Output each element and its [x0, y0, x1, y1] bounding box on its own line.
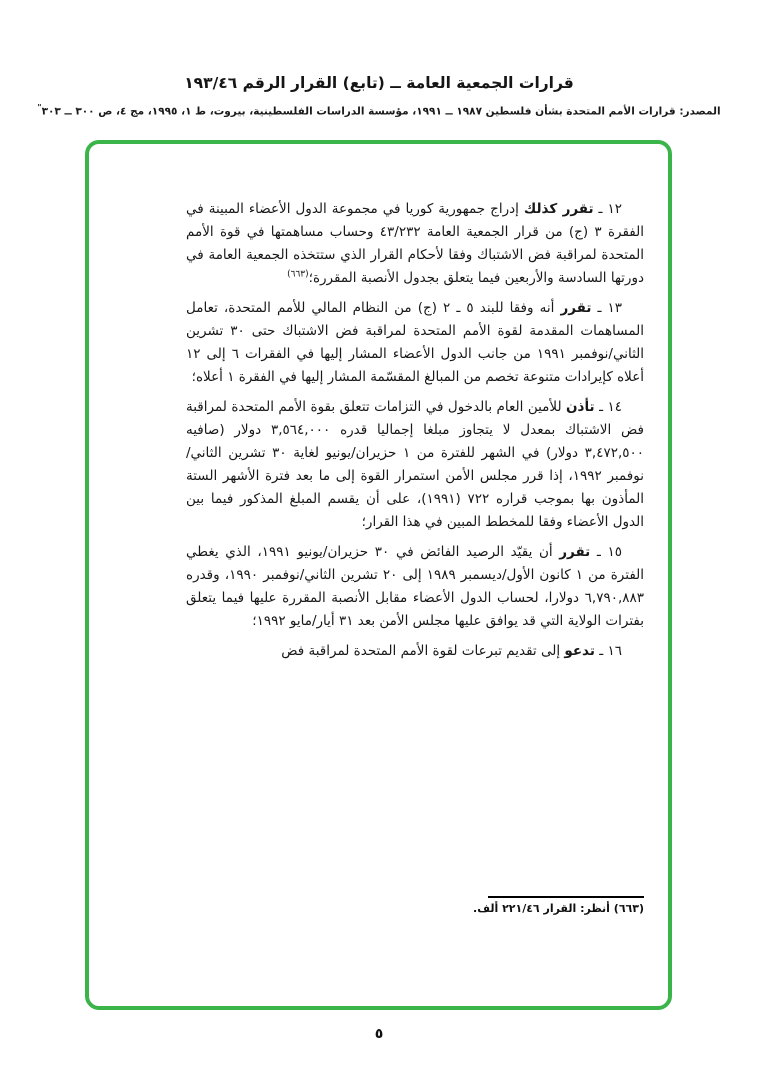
- paragraph-text: إدراج جمهورية كوريا في مجموعة الدول الأعضاء المبينة في الفقرة ٣ (ج) من قرار الجمعية العامة ٤٣/٢٣٢ وحساب مساهمتها في قوة الأمم المتحدة لمراقبة فض الاشتباك وفقا لأحكام القرار الذي ستتخذه الجمعية العامة في دورتها السادسة والأربعين فيما يتعلق بجدول الأنصبة المقررة؛: [186, 201, 645, 286]
- page-title: قرارات الجمعية العامة ــ (تابع) القرار الرقم ١٩٣/٤٦: [184, 74, 574, 92]
- paragraph-number: ١٥ ـ: [596, 544, 622, 560]
- paragraph-number: ١٦ ـ: [599, 643, 622, 659]
- paragraph-lead: تقرر كذلك: [523, 201, 594, 217]
- paragraph-text: للأمين العام بالدخول في التزامات تتعلق بقوة الأمم المتحدة لمراقبة فض الاشتباك بمعدل لا يتجاوز مبلغا إجماليا قدره ٣,٥٦٤,٠٠٠ دولار (صافيه ٣,٤٧٢,٥٠٠ دولار) في الشهر للفترة من ١ حزيران/يونيو لغاية ٣٠ تشرين الثاني/نوفمبر ١٩٩٢، إذا قرر مجلس الأمن استمرار القوة إلى ما بعد فترة الأشهر الستة المأذون بها بموجب قراره ٧٢٢ (١٩٩١)، على أن يقسم المبلغ المذكور فيما بين الدول الأعضاء وفقا للمخطط المبين في هذا القرار؛: [186, 399, 644, 530]
- paragraph-number: ١٤ ـ: [599, 399, 622, 415]
- footnote-ref: (٦٦٣): [287, 269, 309, 280]
- page-number: ٥: [374, 1026, 384, 1042]
- source-line: [0, 103, 758, 118]
- paragraph-text: إلى تقديم تبرعات لقوة الأمم المتحدة لمراقبة فض: [281, 643, 561, 659]
- document-body: [186, 198, 644, 670]
- paragraph-number: ١٢ ـ: [598, 201, 622, 217]
- footnote-text: [186, 902, 644, 915]
- paragraph-lead: تقرر: [559, 544, 591, 560]
- footnote-body: أنظر: القرار ٢٢١/٤٦ ألف.: [473, 902, 610, 915]
- paragraph-lead: تأذن: [566, 399, 595, 415]
- document-frame: [85, 140, 672, 1010]
- paragraph-13: [186, 297, 644, 389]
- paragraph-15: [186, 541, 644, 633]
- footnote-marker: (٦٦٣): [613, 902, 644, 915]
- paragraph-text: أن يقيّد الرصيد الفائض في ٣٠ حزيران/يونيو ١٩٩١، الذي يغطي الفترة من ١ كانون الأول/ديسمبر ١٩٨٩ إلى ٢٠ تشرين الثاني/نوفمبر ١٩٩٠، وقدره ٦,٧٩٠,٨٨٣ دولارا، لحساب الدول الأعضاء مقابل الأنصبة المقررة عليها فيما يتعلق بفترات الولاية التي قد يوافق عليها مجلس الأمن بعد ٣١ أيار/مايو ١٩٩٢؛: [186, 544, 645, 629]
- footnote-separator: [488, 896, 644, 898]
- paragraph-12: [186, 198, 644, 290]
- paragraph-lead: تقرر: [560, 300, 592, 316]
- source-text: المصدر: قرارات الأمم المتحدة بشأن فلسطين ١٩٨٧ ــ ١٩٩١، مؤسسة الدراسات الفلسطينية، بيروت، ط ١، ١٩٩٥، مج ٤، ص ٣٠٠ ــ ٣٠٣: [41, 105, 721, 118]
- paragraph-text: أنه وفقا للبند ٥ ـ ٢ (ج) من النظام المالي للأمم المتحدة، تعامل المساهمات المقدمة لقوة الأمم المتحدة لمراقبة فض الاشتباك حتى ٣٠ تشرين الثاني/نوفمبر ١٩٩١ من جانب الدول الأعضاء المشار إليها في الفقرات ٦ إلى ١٢ أعلاه كإيرادات متنوعة تخصم من المبالغ المقسّمة المشار إليها في الفقرة ١ أعلاه؛: [186, 300, 645, 385]
- paragraph-16: [186, 640, 644, 663]
- paragraph-14: [186, 396, 644, 534]
- paragraph-number: ١٣ ـ: [597, 300, 623, 316]
- source-end-mark: ": [37, 103, 42, 112]
- paragraph-lead: تدعو: [564, 643, 595, 659]
- footnote-block: [186, 896, 644, 915]
